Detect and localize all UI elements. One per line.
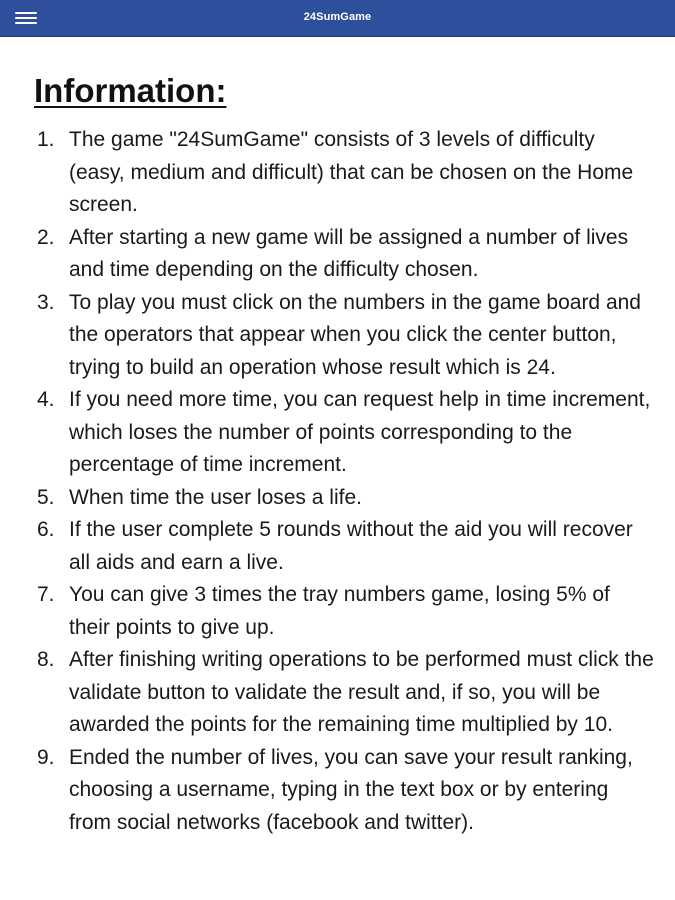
list-item-number: 6. (37, 518, 55, 541)
list-item-text: Ended the number of lives, you can save your result ranking, choosing a username, typing in the text box or by entering from social networks (facebook and twitter). (69, 745, 633, 834)
list-item (0, 742, 675, 840)
list-item-text: If the user complete 5 rounds without the aid you will recover all aids and earn a live. (69, 518, 633, 574)
list-item-text: After finishing writing operations to be performed must click the validate button to validate the result and, if so, you will be awarded the points for the remaining time multiplied by 10. (69, 648, 654, 736)
list-item-text: If you need more time, you can request help in time increment, which loses the number of points corresponding to the percentage of time increment. (69, 388, 651, 476)
list-item-text: After starting a new game will be assigned a number of lives and time depending on the difficulty chosen. (69, 225, 629, 281)
app-bar (0, 0, 675, 37)
list-item (0, 384, 675, 482)
list-item-number: 7. (37, 583, 55, 606)
list-item-text: When time the user loses a life. (69, 485, 362, 509)
list-item-number: 5. (37, 485, 55, 509)
list-item-number: 4. (37, 388, 55, 411)
list-item-text: To play you must click on the numbers in the game board and the operators that appear when you click the center button, trying to build an operation whose result which is 24. (69, 290, 641, 379)
list-item-number: 1. (37, 128, 55, 151)
information-content[interactable] (0, 37, 675, 900)
list-item (0, 579, 675, 644)
list-item (0, 482, 675, 515)
list-item (0, 644, 675, 742)
list-item (0, 222, 675, 287)
list-item-text: The game "24SumGame" consists of 3 levels of difficulty (easy, medium and difficult) that can be chosen on the Home screen. (69, 128, 634, 216)
list-item-text: You can give 3 times the tray numbers game, losing 5% of their points to give up. (69, 583, 610, 639)
list-item (0, 287, 675, 385)
list-item-number: 2. (37, 225, 55, 249)
list-item-number: 9. (37, 745, 55, 769)
list-item (0, 514, 675, 579)
list-item-number: 8. (37, 648, 55, 671)
list-item (0, 124, 675, 222)
app-title: 24SumGame (303, 11, 372, 23)
information-list (0, 124, 675, 839)
list-item-number: 3. (37, 290, 55, 314)
page-heading: Information: (34, 72, 227, 109)
